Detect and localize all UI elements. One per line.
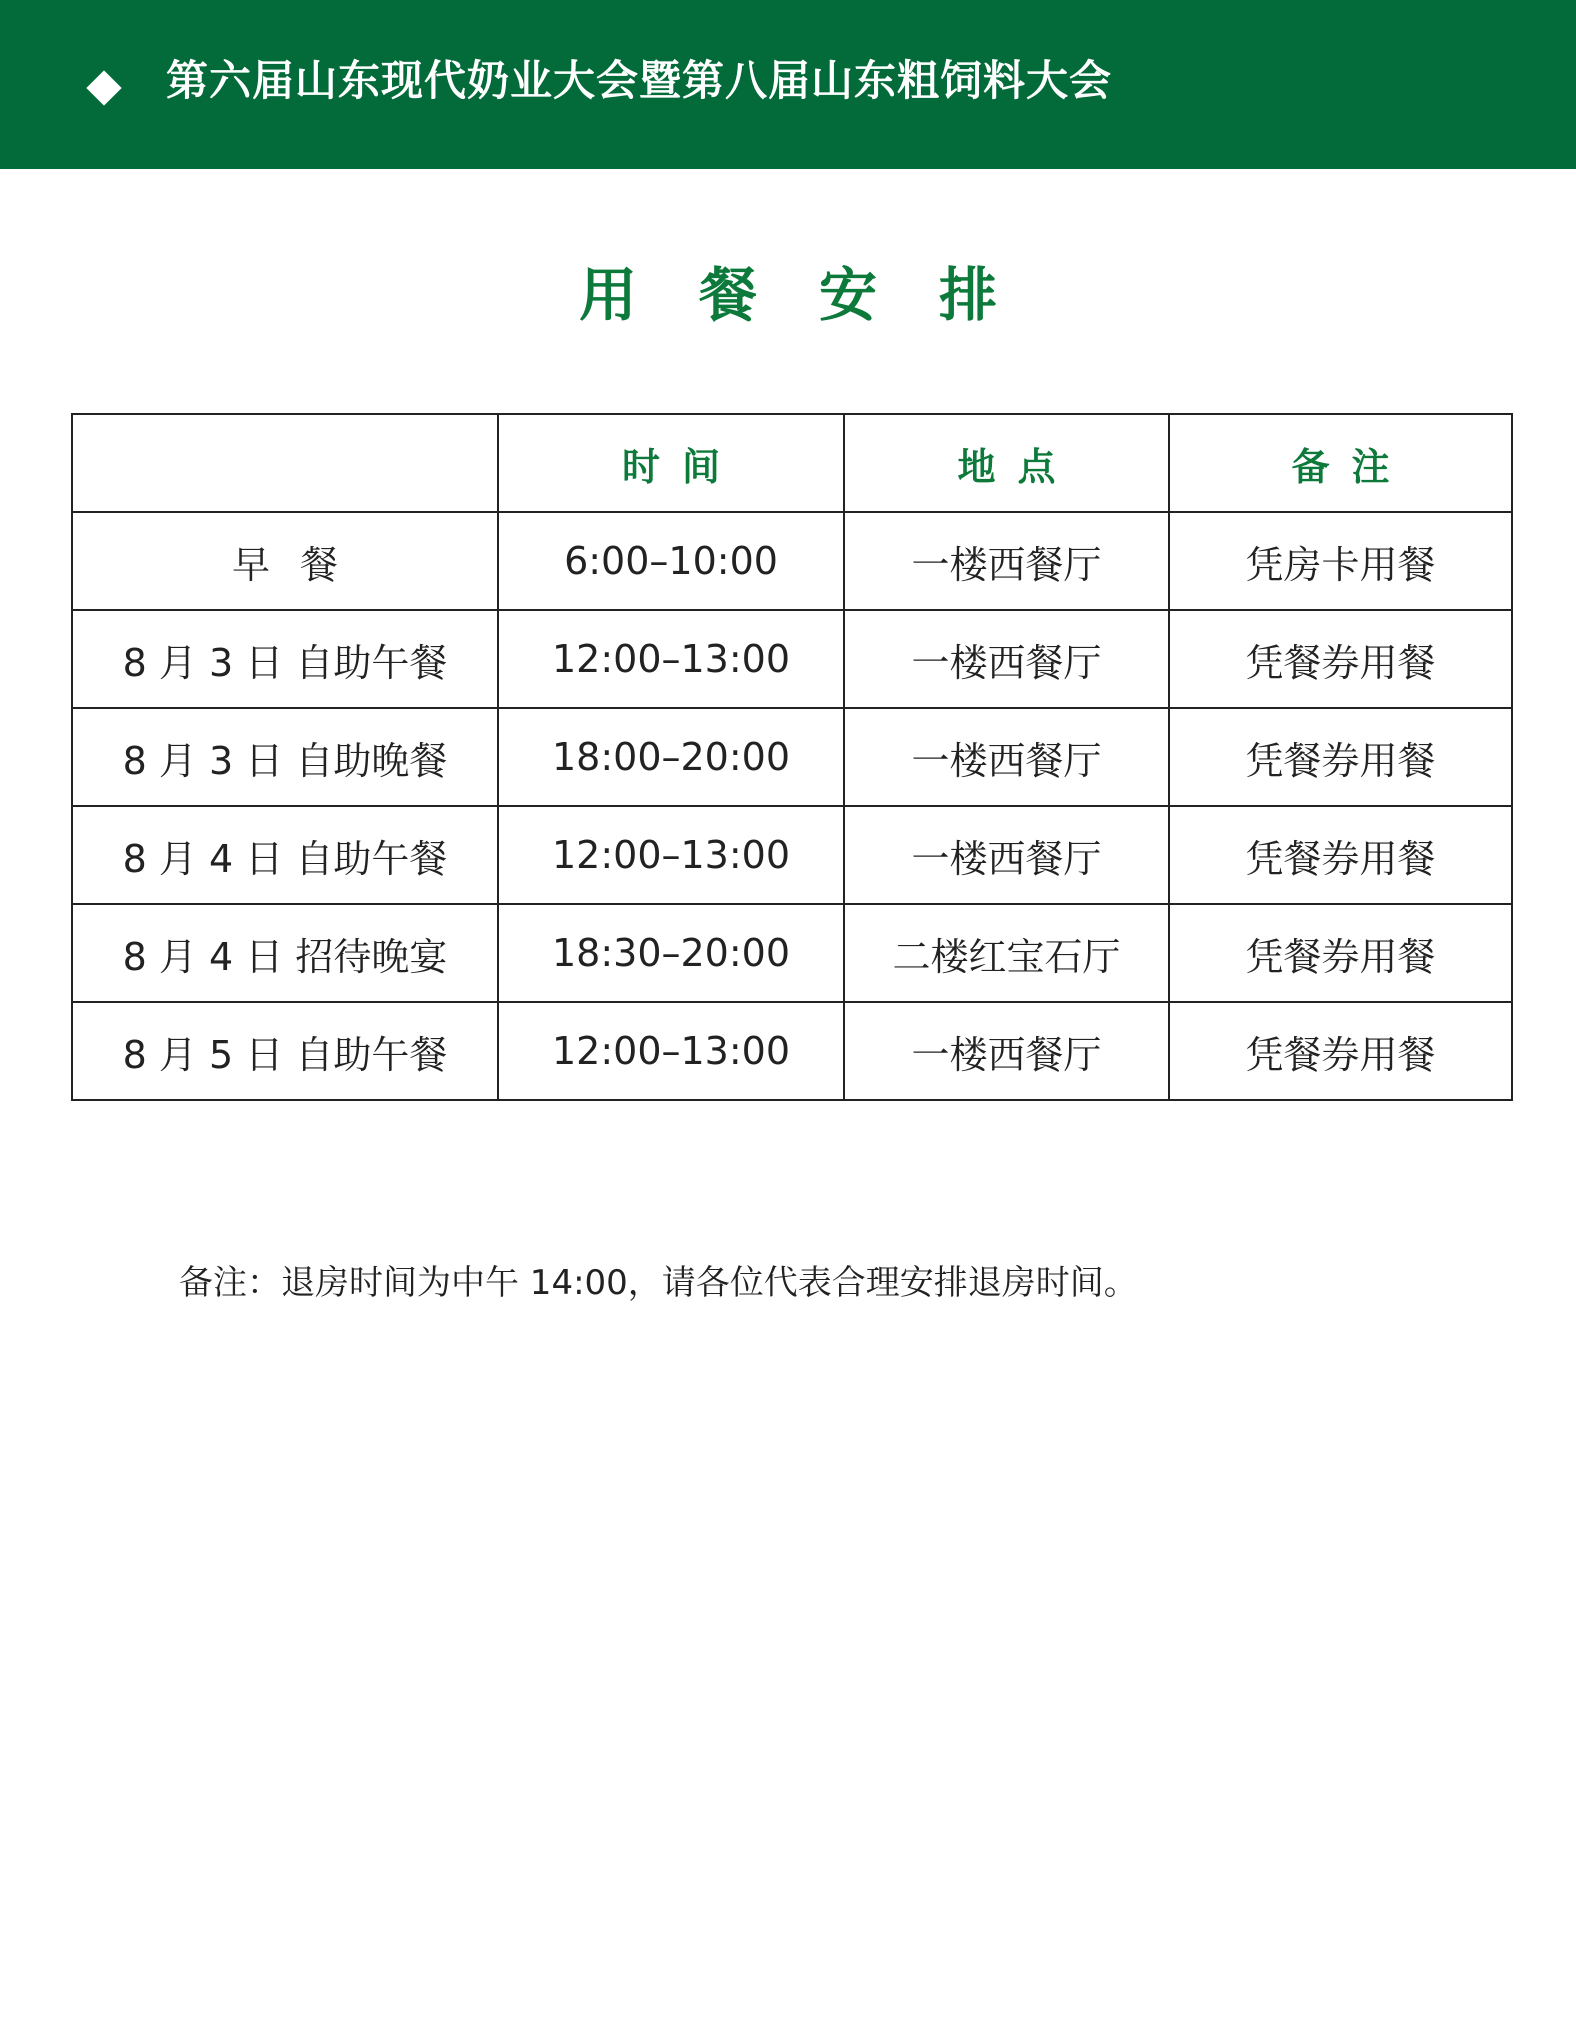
note-cell: 凭餐券用餐 [1169, 708, 1512, 806]
meal-cell: 8 月 3 日 自助午餐 [72, 610, 498, 708]
meal-cell: 早餐 [72, 512, 498, 610]
note-cell: 凭餐券用餐 [1169, 610, 1512, 708]
header-place: 地点 [844, 414, 1169, 512]
note-cell: 凭餐券用餐 [1169, 1002, 1512, 1100]
header-time: 时间 [498, 414, 844, 512]
table-row [72, 904, 1512, 1002]
header-banner [0, 0, 1576, 169]
table-row [72, 610, 1512, 708]
meal-cell: 8 月 3 日 自助晚餐 [72, 708, 498, 806]
table-row [72, 1002, 1512, 1100]
table-row [72, 512, 1512, 610]
time-cell: 18:00–20:00 [498, 708, 844, 806]
meal-cell: 8 月 4 日 自助午餐 [72, 806, 498, 904]
meal-schedule-table [71, 413, 1513, 1101]
meal-cell: 8 月 4 日 招待晚宴 [72, 904, 498, 1002]
note-cell: 凭房卡用餐 [1169, 512, 1512, 610]
time-cell: 6:00–10:00 [498, 512, 844, 610]
table-row [72, 806, 1512, 904]
time-cell: 18:30–20:00 [498, 904, 844, 1002]
note-cell: 凭餐券用餐 [1169, 904, 1512, 1002]
place-cell: 二楼红宝石厅 [844, 904, 1169, 1002]
table-header-row [72, 414, 1512, 512]
time-cell: 12:00–13:00 [498, 806, 844, 904]
conference-title: 第六届山东现代奶业大会暨第八届山东粗饲料大会 [166, 56, 1113, 105]
place-cell: 一楼西餐厅 [844, 1002, 1169, 1100]
place-cell: 一楼西餐厅 [844, 512, 1169, 610]
place-cell: 一楼西餐厅 [844, 610, 1169, 708]
diamond-icon [86, 70, 121, 105]
header-note: 备注 [1169, 414, 1512, 512]
header-meal [72, 414, 498, 512]
table-row [72, 708, 1512, 806]
place-cell: 一楼西餐厅 [844, 708, 1169, 806]
checkout-note: 备注：退房时间为中午 14:00，请各位代表合理安排退房时间。 [179, 1263, 1138, 1303]
note-cell: 凭餐券用餐 [1169, 806, 1512, 904]
place-cell: 一楼西餐厅 [844, 806, 1169, 904]
page-title: 用餐安排 [578, 261, 1059, 329]
meal-cell: 8 月 5 日 自助午餐 [72, 1002, 498, 1100]
time-cell: 12:00–13:00 [498, 610, 844, 708]
time-cell: 12:00–13:00 [498, 1002, 844, 1100]
